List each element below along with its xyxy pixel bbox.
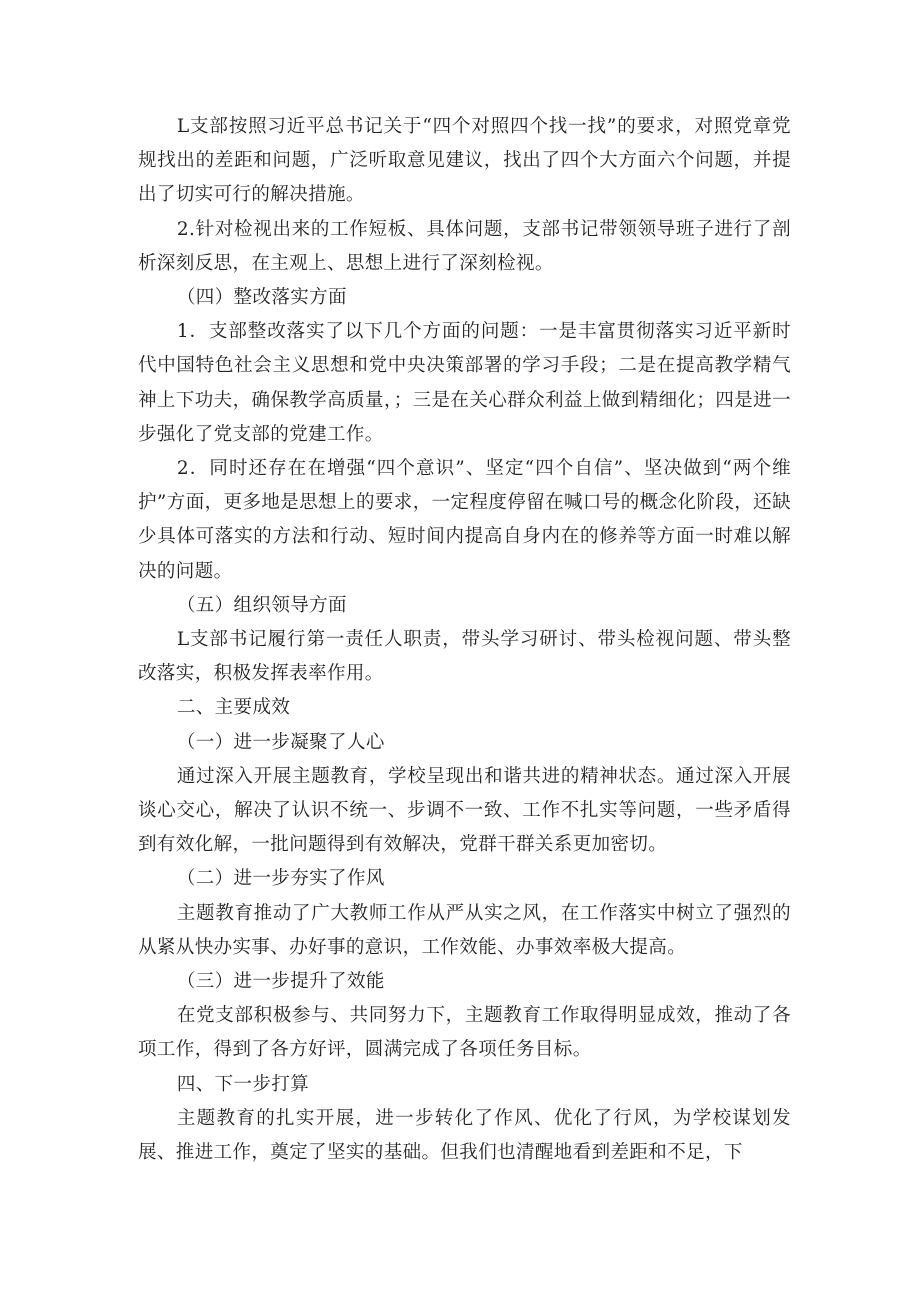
heading-efficiency: （三）进一步提升了效能 bbox=[176, 971, 385, 993]
paragraph-branch-four-checks: L支部按照习近平总书记关于“四个对照四个找一找”的要求，对照党章党规找出的差距和问题，广泛听取意见建议，找出了四个大方面六个问题，并提出了切实可行的解决措施。 bbox=[138, 116, 791, 206]
heading-cohesion: （一）进一步凝聚了人心 bbox=[176, 731, 385, 753]
paragraph-cohesion: 通过深入开展主题教育，学校呈现出和谐共进的精神状态。通过深入开展谈心交心，解决了认识不统一、步调不一致、工作不扎实等问题，一些矛盾得到有效化解，一批问题得到有效解决，党群干群关系更加密切。 bbox=[138, 765, 791, 856]
document-body bbox=[138, 110, 791, 1170]
heading-rectification: （四）整改落实方面 bbox=[176, 287, 347, 309]
paragraph-rectification-items: 1．支部整改落实了以下几个方面的问题：一是丰富贯彻落实习近平新时代中国特色社会主义思想和党中央决策部署的学习手段；二是在提高教学精气神上下功夫，确保教学高质量，；三是在关心群众利益上做到精细化；四是进一步强化了党支部的党建工作。 bbox=[138, 321, 791, 445]
paragraph-next-steps: 主题教育的扎实开展，进一步转化了作风、优化了行风，为学校谋划发展、推进工作，奠定了坚实的基础。但我们也清醒地看到差距和不足，下 bbox=[138, 1107, 791, 1164]
heading-leadership: （五）组织领导方面 bbox=[176, 594, 347, 616]
heading-work-style: （二）进一步夯实了作风 bbox=[176, 868, 385, 890]
heading-main-results: 二、主要成效 bbox=[176, 697, 291, 719]
paragraph-remaining-issues: 2．同时还存在在增强“四个意识”、坚定“四个自信”、坚决做到“两个维护”方面，更多地是思想上的要求，一定程度停留在喊口号的概念化阶段，还缺少具体可落实的方法和行动、短时间内提高自身内在的修养等方面一时难以解决的问题。 bbox=[138, 458, 791, 582]
paragraph-work-style: 主题教育推动了广大教师工作从严从实之风，在工作落实中树立了强烈的从紧从快办实事、办好事的意识，工作效能、办事效率极大提高。 bbox=[138, 902, 791, 958]
paragraph-efficiency: 在党支部积极参与、共同努力下，主题教育工作取得明显成效，推动了各项工作，得到了各方好评，圆满完成了各项任务目标。 bbox=[138, 1005, 791, 1061]
paragraph-leadership: L支部书记履行第一责任人职责，带头学习研讨、带头检视问题、带头整改落实，积极发挥表率作用。 bbox=[138, 629, 791, 685]
heading-next-steps: 四、下一步打算 bbox=[176, 1073, 310, 1095]
paragraph-self-examination: 2.针对检视出来的工作短板、具体问题，支部书记带领领导班子进行了剖析深刻反思，在主观上、思想上进行了深刻检视。 bbox=[138, 218, 791, 274]
